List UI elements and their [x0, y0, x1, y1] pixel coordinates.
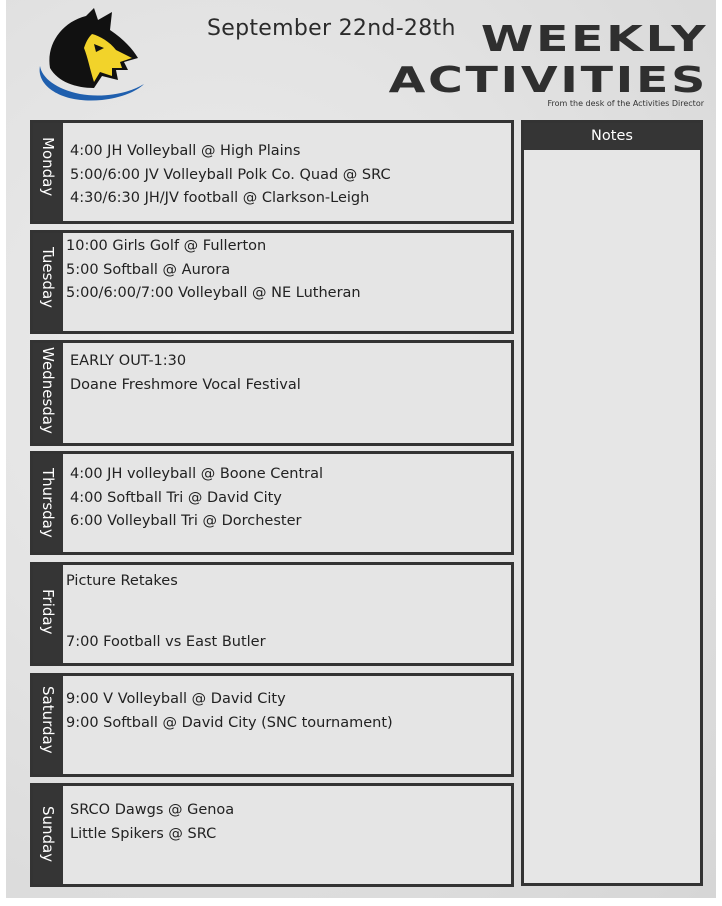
- day-label: Wednesday: [39, 347, 57, 434]
- day-label: Saturday: [39, 686, 57, 754]
- day-block-sunday: [30, 783, 514, 887]
- event-item: 7:00 Football vs East Butler: [66, 633, 266, 650]
- husky-logo-icon: [32, 4, 144, 104]
- event-item: SRCO Dawgs @ Genoa: [70, 802, 235, 818]
- event-item: 4:00 JH Volleyball @ High Plains: [70, 143, 301, 159]
- day-tab-tuesday: [33, 233, 63, 331]
- day-block-wednesday: [30, 340, 514, 446]
- event-item: Little Spikers @ SRC: [70, 825, 217, 842]
- day-tab-monday: [33, 123, 63, 221]
- day-tab-sunday: [33, 786, 63, 884]
- day-block-friday: [30, 562, 514, 666]
- day-label: Friday: [39, 589, 57, 635]
- title-weekly: WEEKLY: [480, 19, 708, 60]
- spacer: [66, 594, 505, 631]
- event-item: Doane Freshmore Vocal Festival: [70, 376, 301, 393]
- event-item: 4:00 Softball Tri @ David City: [70, 489, 282, 506]
- date-range: September 22nd-28th: [207, 16, 456, 41]
- event-item: 9:00 V Volleyball @ David City: [66, 691, 286, 707]
- event-list: [70, 350, 505, 397]
- event-item: 4:30/6:30 JH/JV football @ Clarkson-Leigh: [70, 190, 370, 206]
- day-tab-friday: [33, 565, 63, 663]
- activities-sheet: [6, 0, 716, 898]
- event-list: [70, 140, 505, 211]
- subtitle-from-desk: From the desk of the Activities Director: [547, 99, 704, 108]
- event-list: [70, 463, 505, 534]
- title-activities: ACTIVITIES: [388, 60, 708, 101]
- day-tab-thursday: [33, 454, 63, 552]
- event-item: 10:00 Girls Golf @ Fullerton: [66, 238, 267, 254]
- day-label: Tuesday: [39, 247, 57, 309]
- event-item: 4:00 JH volleyball @ Boone Central: [70, 466, 324, 482]
- day-block-saturday: [30, 673, 514, 777]
- event-list: [66, 235, 505, 306]
- event-item: 5:00 Softball @ Aurora: [66, 261, 231, 278]
- day-label: Monday: [39, 137, 57, 197]
- event-item: Picture Retakes: [66, 573, 178, 589]
- event-item: EARLY OUT-1:30: [70, 353, 187, 369]
- event-list: [70, 799, 505, 846]
- day-block-thursday: [30, 451, 514, 555]
- notes-header: Notes: [524, 123, 700, 150]
- day-block-monday: [30, 120, 514, 224]
- notes-panel: [521, 120, 703, 886]
- day-label: Thursday: [39, 468, 57, 538]
- event-item: 6:00 Volleyball Tri @ Dorchester: [70, 513, 302, 529]
- bottom-border: [0, 898, 722, 906]
- event-item: 5:00/6:00 JV Volleyball Polk Co. Quad @ SRC: [70, 166, 391, 183]
- event-item: 5:00/6:00/7:00 Volleyball @ NE Lutheran: [66, 285, 361, 301]
- day-label: Sunday: [39, 806, 57, 863]
- event-list: [66, 688, 505, 735]
- day-block-tuesday: [30, 230, 514, 334]
- day-tab-wednesday: [33, 343, 63, 443]
- event-item: 9:00 Softball @ David City (SNC tournament): [66, 714, 393, 731]
- day-tab-saturday: [33, 676, 63, 774]
- event-list: [66, 570, 505, 654]
